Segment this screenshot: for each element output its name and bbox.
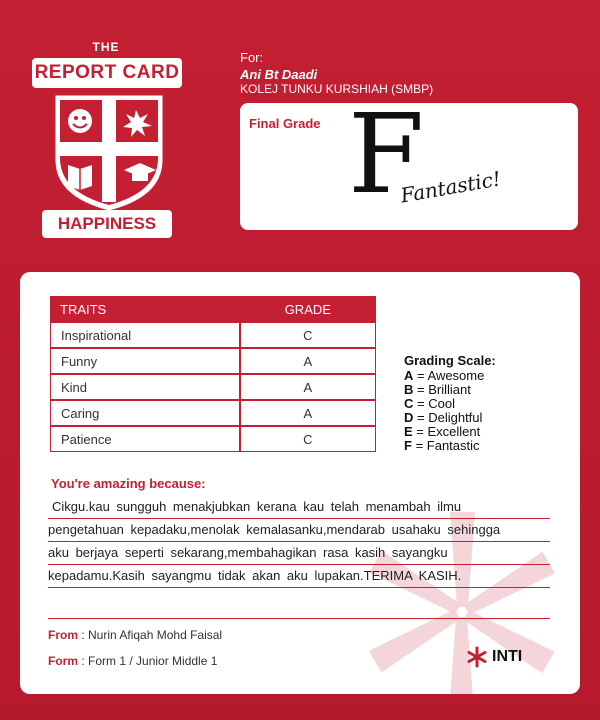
form-label: Form: [48, 654, 78, 668]
badge-banner: REPORT CARD: [32, 58, 182, 88]
for-label: For:: [240, 50, 264, 65]
final-grade-box: [240, 90, 578, 230]
badge-bottom-banner: HAPPINESS: [42, 210, 172, 238]
traits-header: TRAITS: [50, 296, 240, 322]
scale-item: A = Awesome: [404, 368, 485, 383]
report-card-badge: [20, 30, 200, 245]
trait-cell: Inspirational: [50, 322, 240, 348]
grading-scale: [404, 354, 496, 453]
grade-cell: A: [240, 348, 376, 374]
table-row: [50, 374, 376, 400]
scale-item: E = Excellent: [404, 424, 481, 439]
table-row: [50, 348, 376, 374]
from-label: From: [48, 628, 78, 642]
trait-cell: Caring: [50, 400, 240, 426]
message-line: aku berjaya seperti sekarang,membahagikan rasa kasih sayangku: [48, 542, 550, 565]
inti-asterisk-icon: [466, 646, 488, 668]
from-row: [48, 628, 222, 642]
final-grade-label: Final Grade: [249, 116, 321, 131]
trait-cell: Funny: [50, 348, 240, 374]
grade-header: GRADE: [240, 296, 376, 322]
message-line: pengetahuan kepadaku,menolak kemalasanku,mendarab usahaku sehingga: [48, 519, 550, 542]
amazing-title: You're amazing because:: [51, 476, 206, 491]
scale-item: D = Delightful: [404, 410, 483, 425]
traits-table-header: [50, 296, 376, 322]
trait-cell: Patience: [50, 426, 240, 452]
from-value: : Nurin Afiqah Mohd Faisal: [81, 628, 223, 642]
main-panel: [20, 272, 580, 694]
badge-top-text: THE: [92, 40, 120, 54]
student-name: Ani Bt Daadi: [240, 67, 318, 82]
table-row: [50, 400, 376, 426]
badge-of-text: OF: [101, 143, 115, 154]
traits-table: [50, 296, 376, 452]
scale-item: F = Fantastic: [404, 438, 480, 453]
grade-cell: A: [240, 374, 376, 400]
grade-cell: C: [240, 426, 376, 452]
footer-divider: [48, 618, 550, 619]
table-row: [50, 426, 376, 452]
scale-item: C = Cool: [404, 396, 455, 411]
trait-cell: Kind: [50, 374, 240, 400]
final-grade-letter: F: [348, 90, 425, 218]
grade-cell: C: [240, 322, 376, 348]
inti-logo-text: INTI: [492, 648, 523, 665]
grade-cell: A: [240, 400, 376, 426]
scale-item: B = Brilliant: [404, 382, 471, 397]
message-line: kepadamu.Kasih sayangmu tidak akan aku lupakan.TERIMA KASIH.: [48, 565, 550, 588]
grading-scale-title: Grading Scale:: [404, 353, 496, 368]
message-body: [48, 496, 550, 588]
message-line: Cikgu.kau sungguh menakjubkan kerana kau telah menambah ilmu: [48, 496, 550, 519]
form-value: : Form 1 / Junior Middle 1: [81, 654, 218, 668]
table-row: [50, 322, 376, 348]
form-row: [48, 654, 217, 668]
school-name: KOLEJ TUNKU KURSHIAH (SMBP): [240, 82, 434, 96]
final-grade-word: Fantastic!: [398, 166, 503, 208]
inti-logo: [466, 646, 522, 668]
